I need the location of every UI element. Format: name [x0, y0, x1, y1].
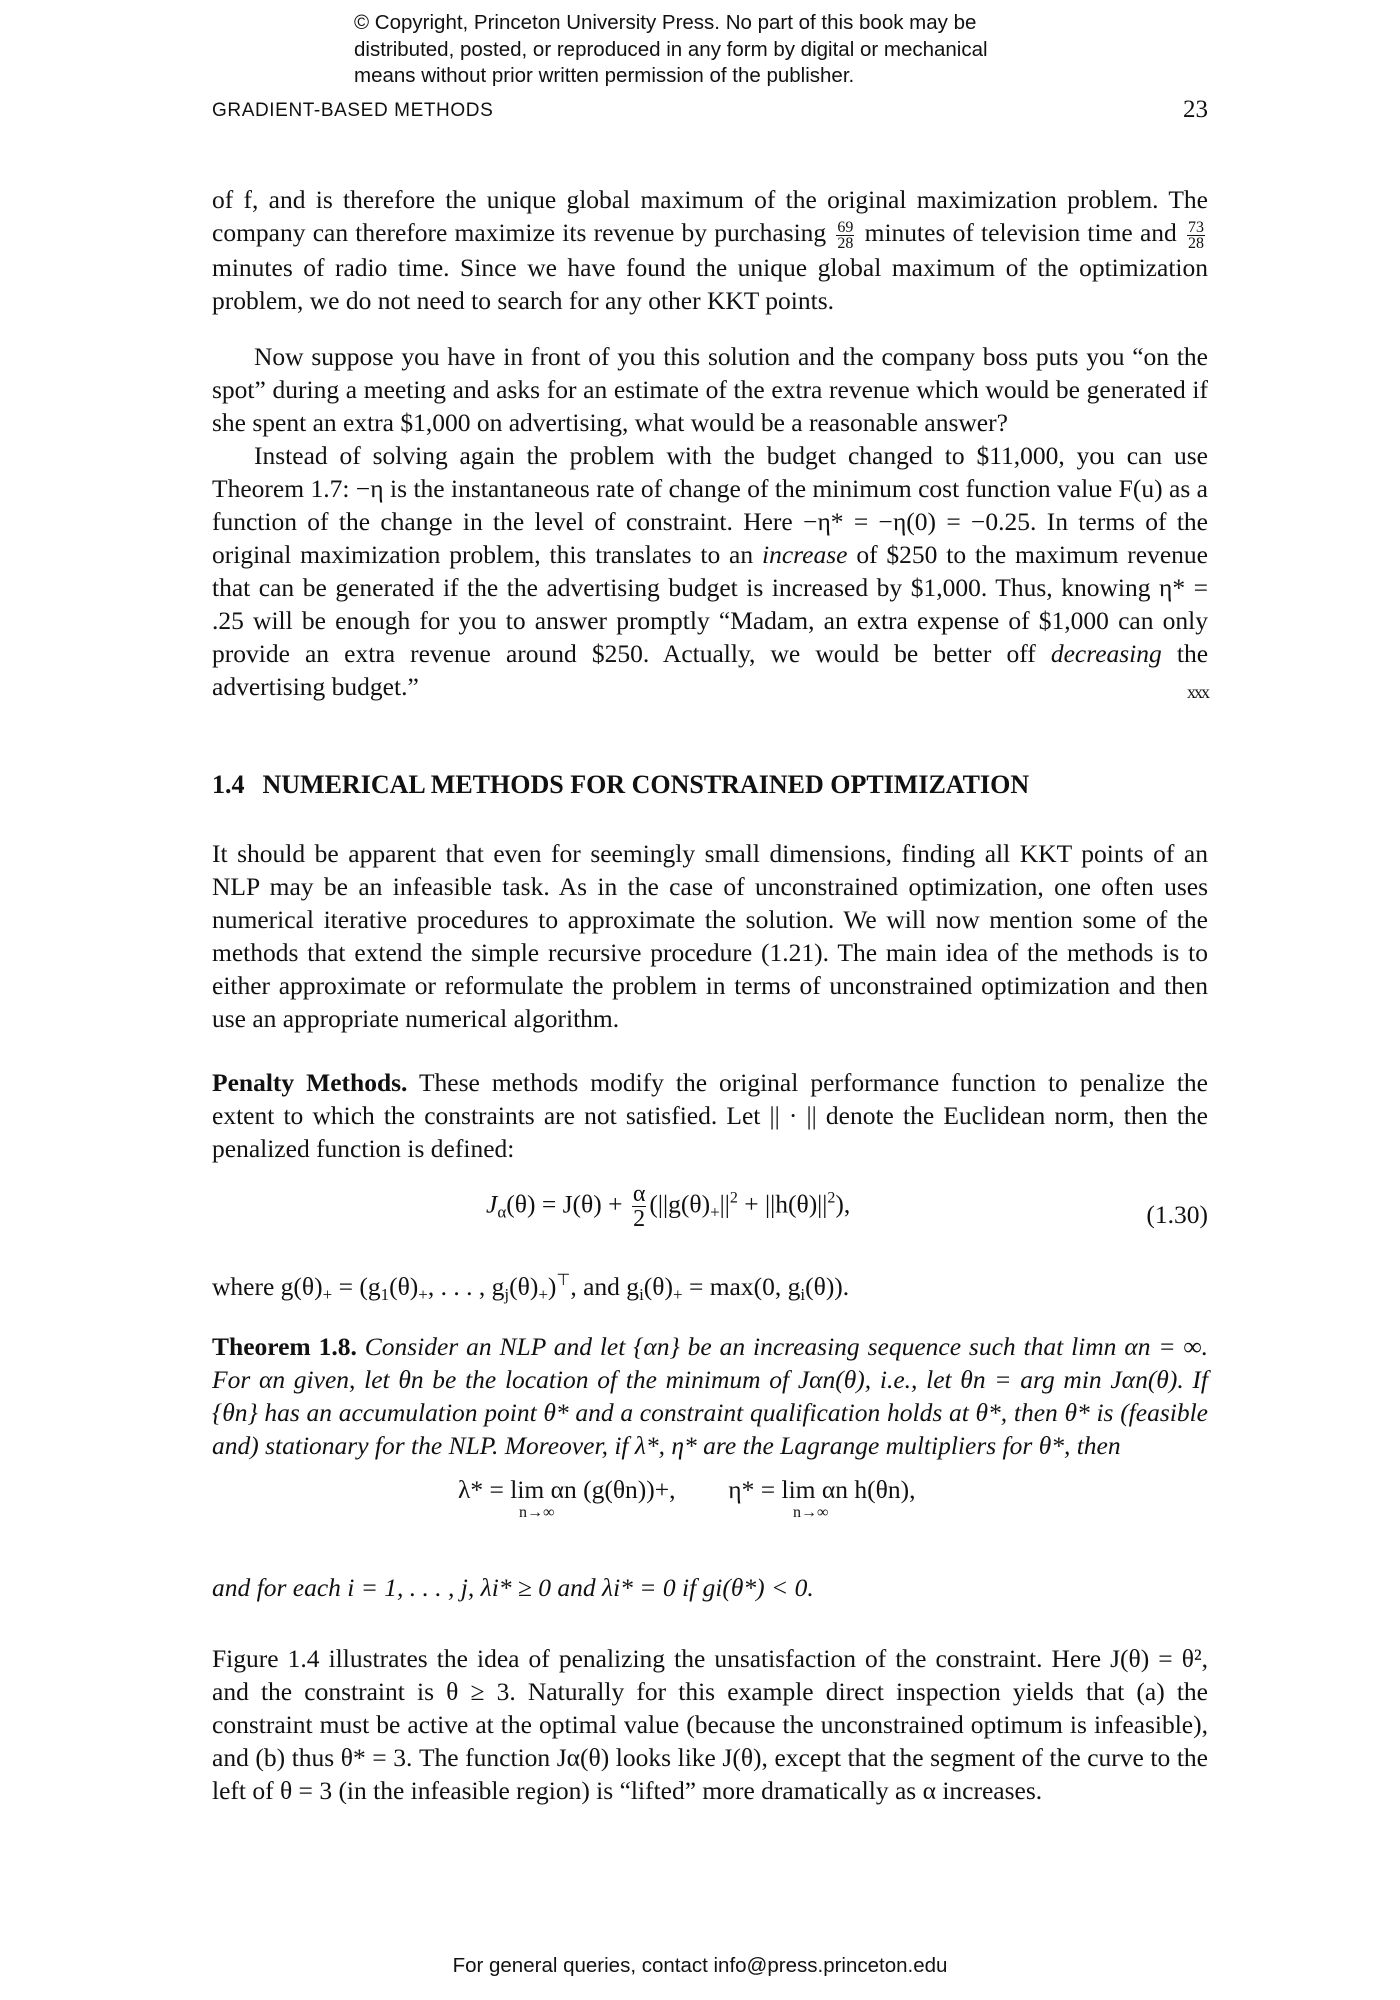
paragraph-4: It should be apparent that even for seemingly small dimensions, finding all KKT points of an NLP may be an infeasible task. As in the case of unconstrained optimization, one often uses numerical iterative procedures to approximate the solution. We will now mention some of the methods that extend the simple recursive procedure (1.21). The main idea of the methods is to either approximate or reformulate the problem in terms of unconstrained optimization and then use an appropriate numerical algorithm.: [212, 839, 1208, 1033]
copyright-line-2: distributed, posted, or reproduced in any form by digital or mechanical: [354, 37, 988, 61]
lambda-limit: λ* = lim αn (g(θn))+,: [458, 1475, 676, 1504]
copyright-notice: [354, 10, 988, 90]
copyright-line-1: © Copyright, Princeton University Press. No part of this book may be: [354, 11, 977, 34]
running-head: GRADIENT-BASED METHODS: [212, 100, 494, 121]
section-number: 1.4: [212, 770, 245, 799]
theorem-heading: Theorem 1.8.: [212, 1332, 357, 1361]
section-heading: [212, 770, 1029, 800]
equation-1-30: $J_\alpha(\theta) = J(\theta)$ + $\frac{\alpha}{2}$ $(||g(\theta)_+||^2 + ||h(\theta)||^2)$,: [486, 1181, 851, 1232]
section-title: NUMERICAL METHODS FOR CONSTRAINED OPTIMIZATION: [262, 770, 1030, 799]
fraction-73-28: $\frac{73}{28}$: [1188, 218, 1205, 252]
theorem-1-8: [212, 1330, 1208, 1462]
end-of-example-mark: xxx: [1187, 682, 1208, 702]
eta-limit: η* = lim αn h(θn),: [728, 1475, 916, 1504]
copyright-line-3: means without prior written permission of the publisher.: [354, 64, 855, 87]
theorem-closing: and for each i = 1, . . . , j, λi* ≥ 0 and λi* = 0 if gi(θ*) < 0.: [212, 1573, 814, 1602]
theorem-equation: [458, 1475, 915, 1505]
penalty-methods-heading: Penalty Methods.: [212, 1068, 408, 1097]
limit-subscript-1: n→∞: [519, 1504, 555, 1521]
limit-subscript-2: n→∞: [793, 1504, 829, 1521]
equation-number: (1.30): [1146, 1200, 1208, 1229]
footer: For general queries, contact info@press.princeton.edu: [452, 1954, 948, 1977]
emphasis-decreasing: decreasing: [1050, 639, 1162, 668]
equation-fraction: $\frac{\alpha}{2}$: [632, 1181, 646, 1232]
penalty-methods-text: These methods modify the original performance function to penalize the extent to which the constraints are not satisfied. Let || · || denote the Euclidean norm, then the penalized function is defined:: [212, 1068, 1208, 1163]
page-number: 23: [1183, 96, 1208, 123]
paragraph-2: Now suppose you have in front of you this solution and the company boss puts you “on the spot” during a meeting and asks for an estimate of the extra revenue which would be generated if she spent an extra $1,000 on advertising, what would be a reasonable answer?: [212, 342, 1208, 437]
paragraph-2-3: [212, 340, 1208, 709]
where-line: where $g(\theta)_+ = (g_1(\theta)_+$, . . . , $g_j(\theta)_+)^⊤$, and $g_i(\theta)_+ = \max(0$, $g_i(\theta)$).: [212, 1272, 850, 1304]
paragraph-1-part-c: minutes of radio time. Since we have found the unique global maximum of the optimization problem, we do not need to search for any other KKT points.: [212, 252, 1208, 315]
penalty-methods-paragraph: [212, 1066, 1208, 1165]
emphasis-increase: increase: [762, 540, 848, 569]
paragraph-3: Instead of solving again the problem with the budget changed to $11,000, you can use Theorem 1.7: −η is the instantaneous rate of change of the minimum cost function value F(u) as a function of the change in the level of constraint. Here −η* = −η(0) = −0.25. In terms of the original maximization problem, this translates to an increase of $250 to the maximum revenue that can be generated if the the advertising budget is increased by $1,000. Thus, knowing η* = .25 will be enough for you to answer promptly “Madam, an extra expense of $1,000 can only provide an extra revenue around $250. Actually, we would be better off decreasing the advertising budget.” xxx: [212, 439, 1208, 703]
paragraph-5: Figure 1.4 illustrates the idea of penalizing the unsatisfaction of the constraint. Here J(θ) = θ², and the constraint is θ ≥ 3. Naturally for this example direct inspection yields that (a) the constraint must be active at the optimal value (because the unconstrained optimum is infeasible), and (b) thus θ* = 3. The function Jα(θ) looks like J(θ), except that the segment of the curve to the left of θ = 3 (in the infeasible region) is “lifted” more dramatically as α increases.: [212, 1644, 1208, 1805]
fraction-69-28: $\frac{69}{28}$: [837, 218, 854, 252]
paragraph-1-part-b: minutes of television time and: [864, 218, 1177, 247]
paragraph-1-part-a: of f, and is therefore the unique global maximum of the original maximization problem. The company can therefore maximize its revenue by purchasing: [212, 185, 1208, 247]
paragraph-1: [212, 183, 1208, 317]
theorem-statement: Consider an NLP and let {αn} be an increasing sequence such that limn αn = ∞. For αn given, let θn be the location of the minimum of Jαn(θ), i.e., let θn = arg min Jαn(θ). If {θn} has an accumulation point θ* and a constraint qualification holds at θ*, then θ* is (feasible and) stationary for the NLP. Moreover, if λ*, η* are the Lagrange multipliers for θ*, then: [212, 1332, 1208, 1460]
